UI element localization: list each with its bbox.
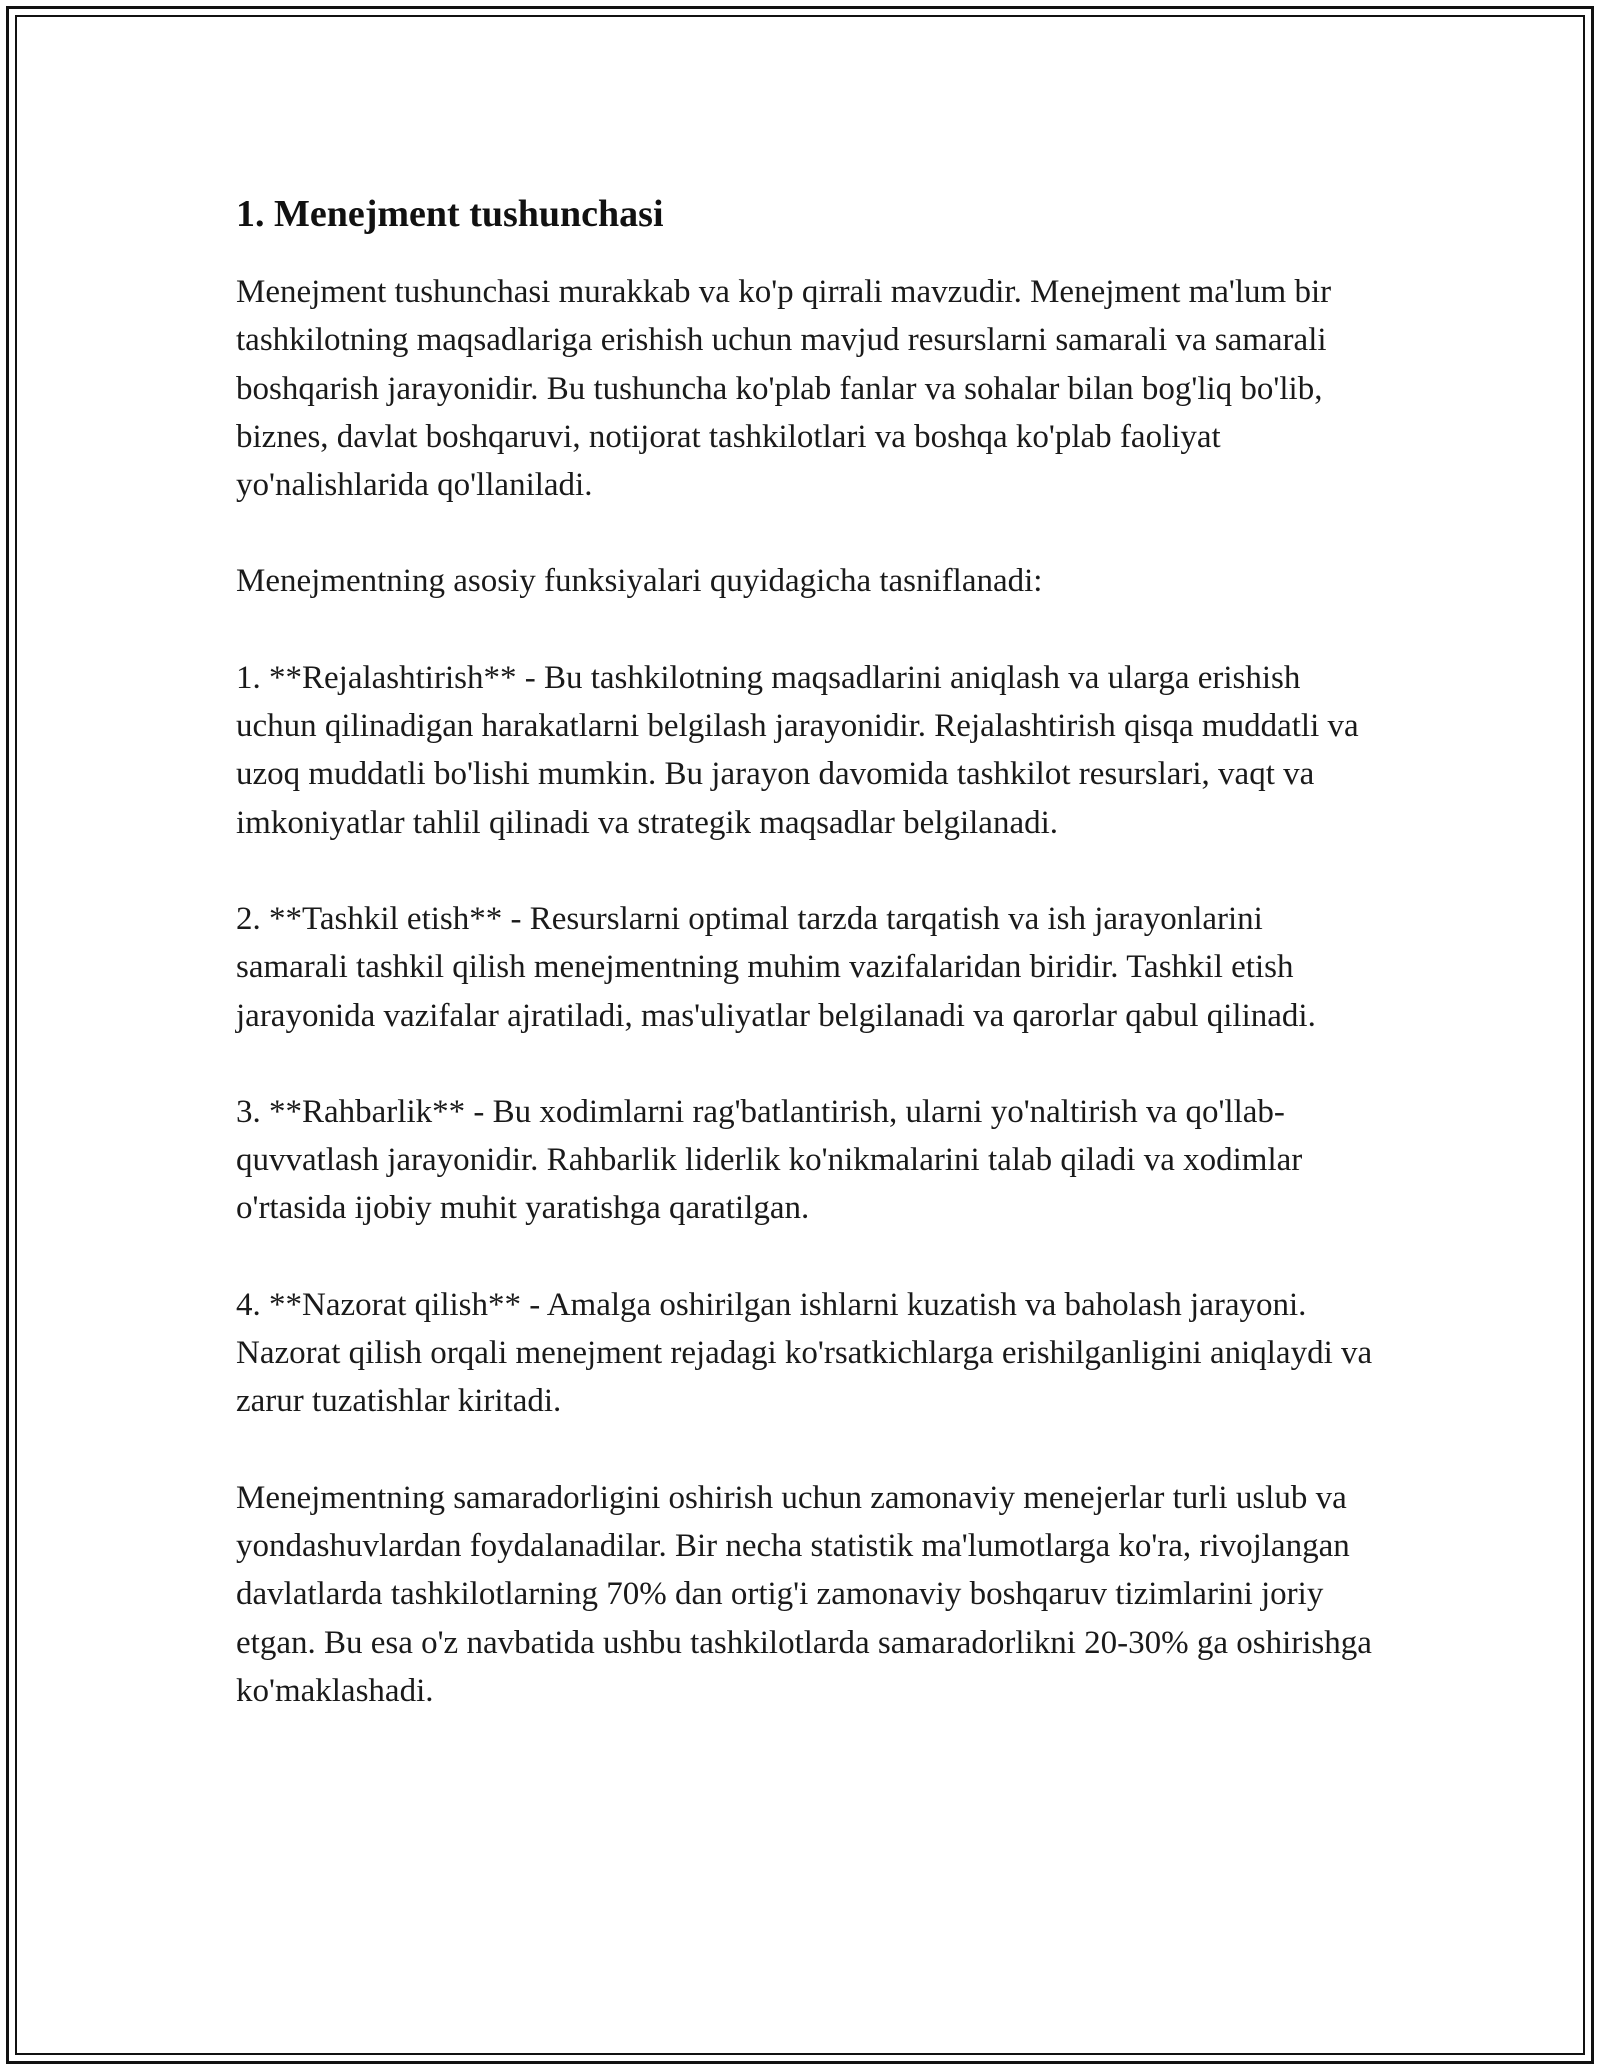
section-heading: 1. Menejment tushunchasi: [236, 193, 664, 235]
paragraph-organizing: 2. **Tashkil etish** - Resurslarni optimal tarzda tarqatish va ish jarayonlarini samarali tashkil qilish menejmentning muhim vazifalaridan biridir. Tashkil etish jarayonida vazifalar ajratiladi, mas'uliyatlar belgilanadi va qarorlar qabul qilinadi.: [236, 900, 1316, 1034]
paragraph-controlling: 4. **Nazorat qilish** - Amalga oshirilgan ishlarni kuzatish va baholash jarayoni. Nazorat qilish orqali menejment rejadagi ko'rsatkichlarga erishilganligini aniqlaydi va zarur tuzatishlar kiritadi.: [236, 1286, 1373, 1420]
paragraph-functions-lead: Menejmentning asosiy funksiyalari quyidagicha tasniflanadi:: [236, 563, 1043, 600]
paragraph-intro: Menejment tushunchasi murakkab va ko'p qirrali mavzudir. Menejment ma'lum bir tashkilotning maqsadlariga erishish uchun mavjud resurslarni samarali va samarali boshqarish jarayonidir. Bu tushuncha ko'plab fanlar va sohalar bilan bog'liq bo'lib, biznes, davlat boshqaruvi, notijorat tashkilotlari va boshqa ko'plab faoliyat yo'nalishlarida qo'llaniladi.: [236, 274, 1332, 504]
paragraph-conclusion: Menejmentning samaradorligini oshirish uchun zamonaviy menejerlar turli uslub va yondashuvlardan foydalanadilar. Bir necha statistik ma'lumotlarga ko'ra, rivojlangan davlatlarda tashkilotlarning 70% dan ortig'i zamonaviy boshqaruv tizimlarini joriy etgan. Bu esa o'z navbatida ushbu tashkilotlarda samaradorlikni 20-30% ga oshirishga ko'maklashadi.: [236, 1479, 1372, 1709]
paragraph-planning: 1. **Rejalashtirish** - Bu tashkilotning maqsadlarini aniqlash va ularga erishish uchun qilinadigan harakatlarni belgilash jarayonidir. Rejalashtirish qisqa muddatli va uzoq muddatli bo'lishi mumkin. Bu jarayon davomida tashkilot resurslari, vaqt va imkoniyatlar tahlil qilinadi va strategik maqsadlar belgilanadi.: [236, 659, 1359, 841]
document-body: [236, 186, 1376, 1763]
paragraph-leading: 3. **Rahbarlik** - Bu xodimlarni rag'batlantirish, ularni yo'naltirish va qo'llab-quvvatlash jarayonidir. Rahbarlik liderlik ko'nikmalarini talab qiladi va xodimlar o'rtasida ijobiy muhit yaratishga qaratilgan.: [236, 1093, 1303, 1227]
